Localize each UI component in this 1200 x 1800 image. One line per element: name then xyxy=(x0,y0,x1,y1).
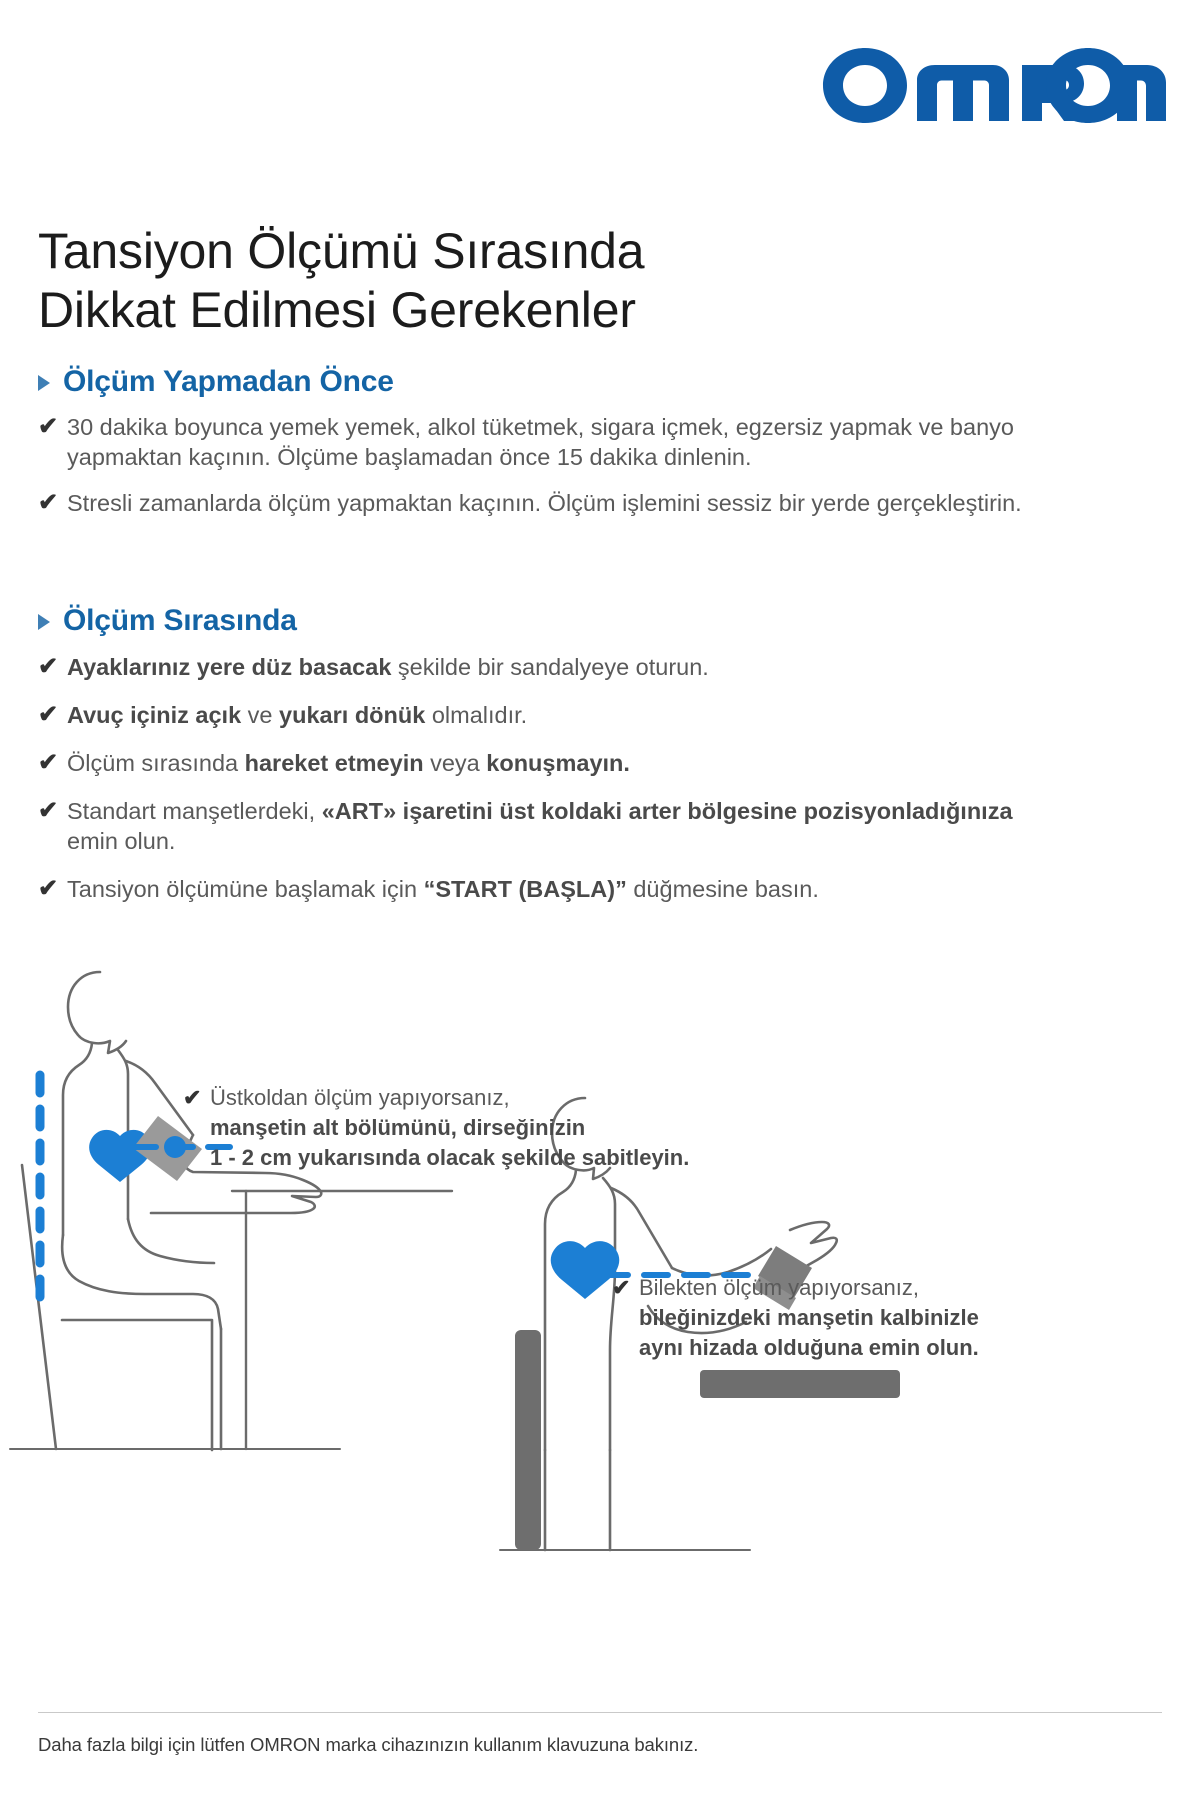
left-figure-hip-thigh xyxy=(62,1235,221,1329)
omron-logo xyxy=(821,46,1166,124)
section-heading-label: Ölçüm Sırasında xyxy=(63,604,297,637)
arm-measurement-caption xyxy=(183,1083,803,1173)
check-icon: ✔ xyxy=(612,1275,631,1300)
list-item-text: 30 dakika boyunca yemek yemek, alkol tüketmek, sigara içmek, egzersiz yapmak ve banyo yapmaktan kaçının. Ölçüme başlamadan önce 15 dakika dinlenin. xyxy=(67,414,1014,470)
right-figure-upper-arm xyxy=(611,1188,672,1268)
side-device-column xyxy=(515,1330,541,1550)
page-title xyxy=(38,222,798,340)
list-item-text: Stresli zamanlarda ölçüm yapmaktan kaçının. Ölçüm işlemini sessiz bir yerde gerçekleştirin. xyxy=(67,490,1022,516)
section-heading-during-measurement xyxy=(38,604,297,638)
section-heading-before-measurement xyxy=(38,365,394,399)
list-item xyxy=(38,412,1048,472)
wrist-measurement-caption xyxy=(612,1273,1082,1363)
triangle-bullet-icon xyxy=(38,614,50,630)
list-item xyxy=(38,652,1068,682)
during-measurement-list xyxy=(38,652,1068,922)
check-icon: ✔ xyxy=(38,413,59,440)
wrist-measurement-caption-text: Bilekten ölçüm yapıyorsanız, bileğinizdeki manşetin kalbinizle aynı hizada olduğuna emin olun. xyxy=(639,1275,979,1360)
list-item xyxy=(38,700,1068,730)
page-title-line-2: Dikkat Edilmesi Gerekenler xyxy=(38,281,636,338)
list-item xyxy=(38,874,1068,904)
list-item-text: Ölçüm sırasında hareket etmeyin veya konuşmayın. xyxy=(67,750,630,776)
footer-note: Daha fazla bilgi için lütfen OMRON marka cihazınızın kullanım klavuzuna bakınız. xyxy=(38,1734,699,1755)
list-item-text: Standart manşetlerdeki, «ART» işaretini üst koldaki arter bölgesine pozisyonladığınıza emin olun. xyxy=(67,798,1013,854)
support-block xyxy=(700,1370,900,1398)
triangle-bullet-icon xyxy=(38,375,50,391)
chair-seat xyxy=(62,1320,212,1450)
left-figure-back xyxy=(63,1043,92,1235)
check-icon: ✔ xyxy=(38,653,59,680)
left-figure-head xyxy=(68,972,126,1053)
arm-measurement-caption-text: Üstkoldan ölçüm yapıyorsanız, manşetin alt bölümünü, dirseğinizin 1 - 2 cm yukarısında olacak şekilde sabitleyin. xyxy=(210,1085,690,1170)
list-item xyxy=(38,748,1068,778)
check-icon: ✔ xyxy=(38,489,59,516)
list-item-text: Avuç içiniz açık ve yukarı dönük olmalıdır. xyxy=(67,702,528,728)
list-item-text: Ayaklarınız yere düz basacak şekilde bir sandalyeye oturun. xyxy=(67,654,709,680)
check-icon: ✔ xyxy=(38,875,59,902)
before-measurement-list xyxy=(38,412,1048,534)
page-title-line-1: Tansiyon Ölçümü Sırasında xyxy=(38,222,645,279)
check-icon: ✔ xyxy=(38,749,59,776)
right-figure-forearm xyxy=(672,1249,771,1275)
check-icon: ✔ xyxy=(38,701,59,728)
measurement-illustration xyxy=(0,930,1200,1570)
right-figure-back xyxy=(545,1170,576,1450)
footer-divider xyxy=(38,1712,1162,1713)
list-item-text: Tansiyon ölçümüne başlamak için “START (BAŞLA)” düğmesine basın. xyxy=(67,876,819,902)
heart-icon-right xyxy=(551,1241,620,1299)
list-item xyxy=(38,796,1068,856)
check-icon: ✔ xyxy=(38,797,59,824)
list-item xyxy=(38,488,1048,518)
check-icon: ✔ xyxy=(183,1085,202,1110)
left-figure-lap xyxy=(128,1219,214,1263)
section-heading-label: Ölçüm Yapmadan Önce xyxy=(63,365,394,398)
